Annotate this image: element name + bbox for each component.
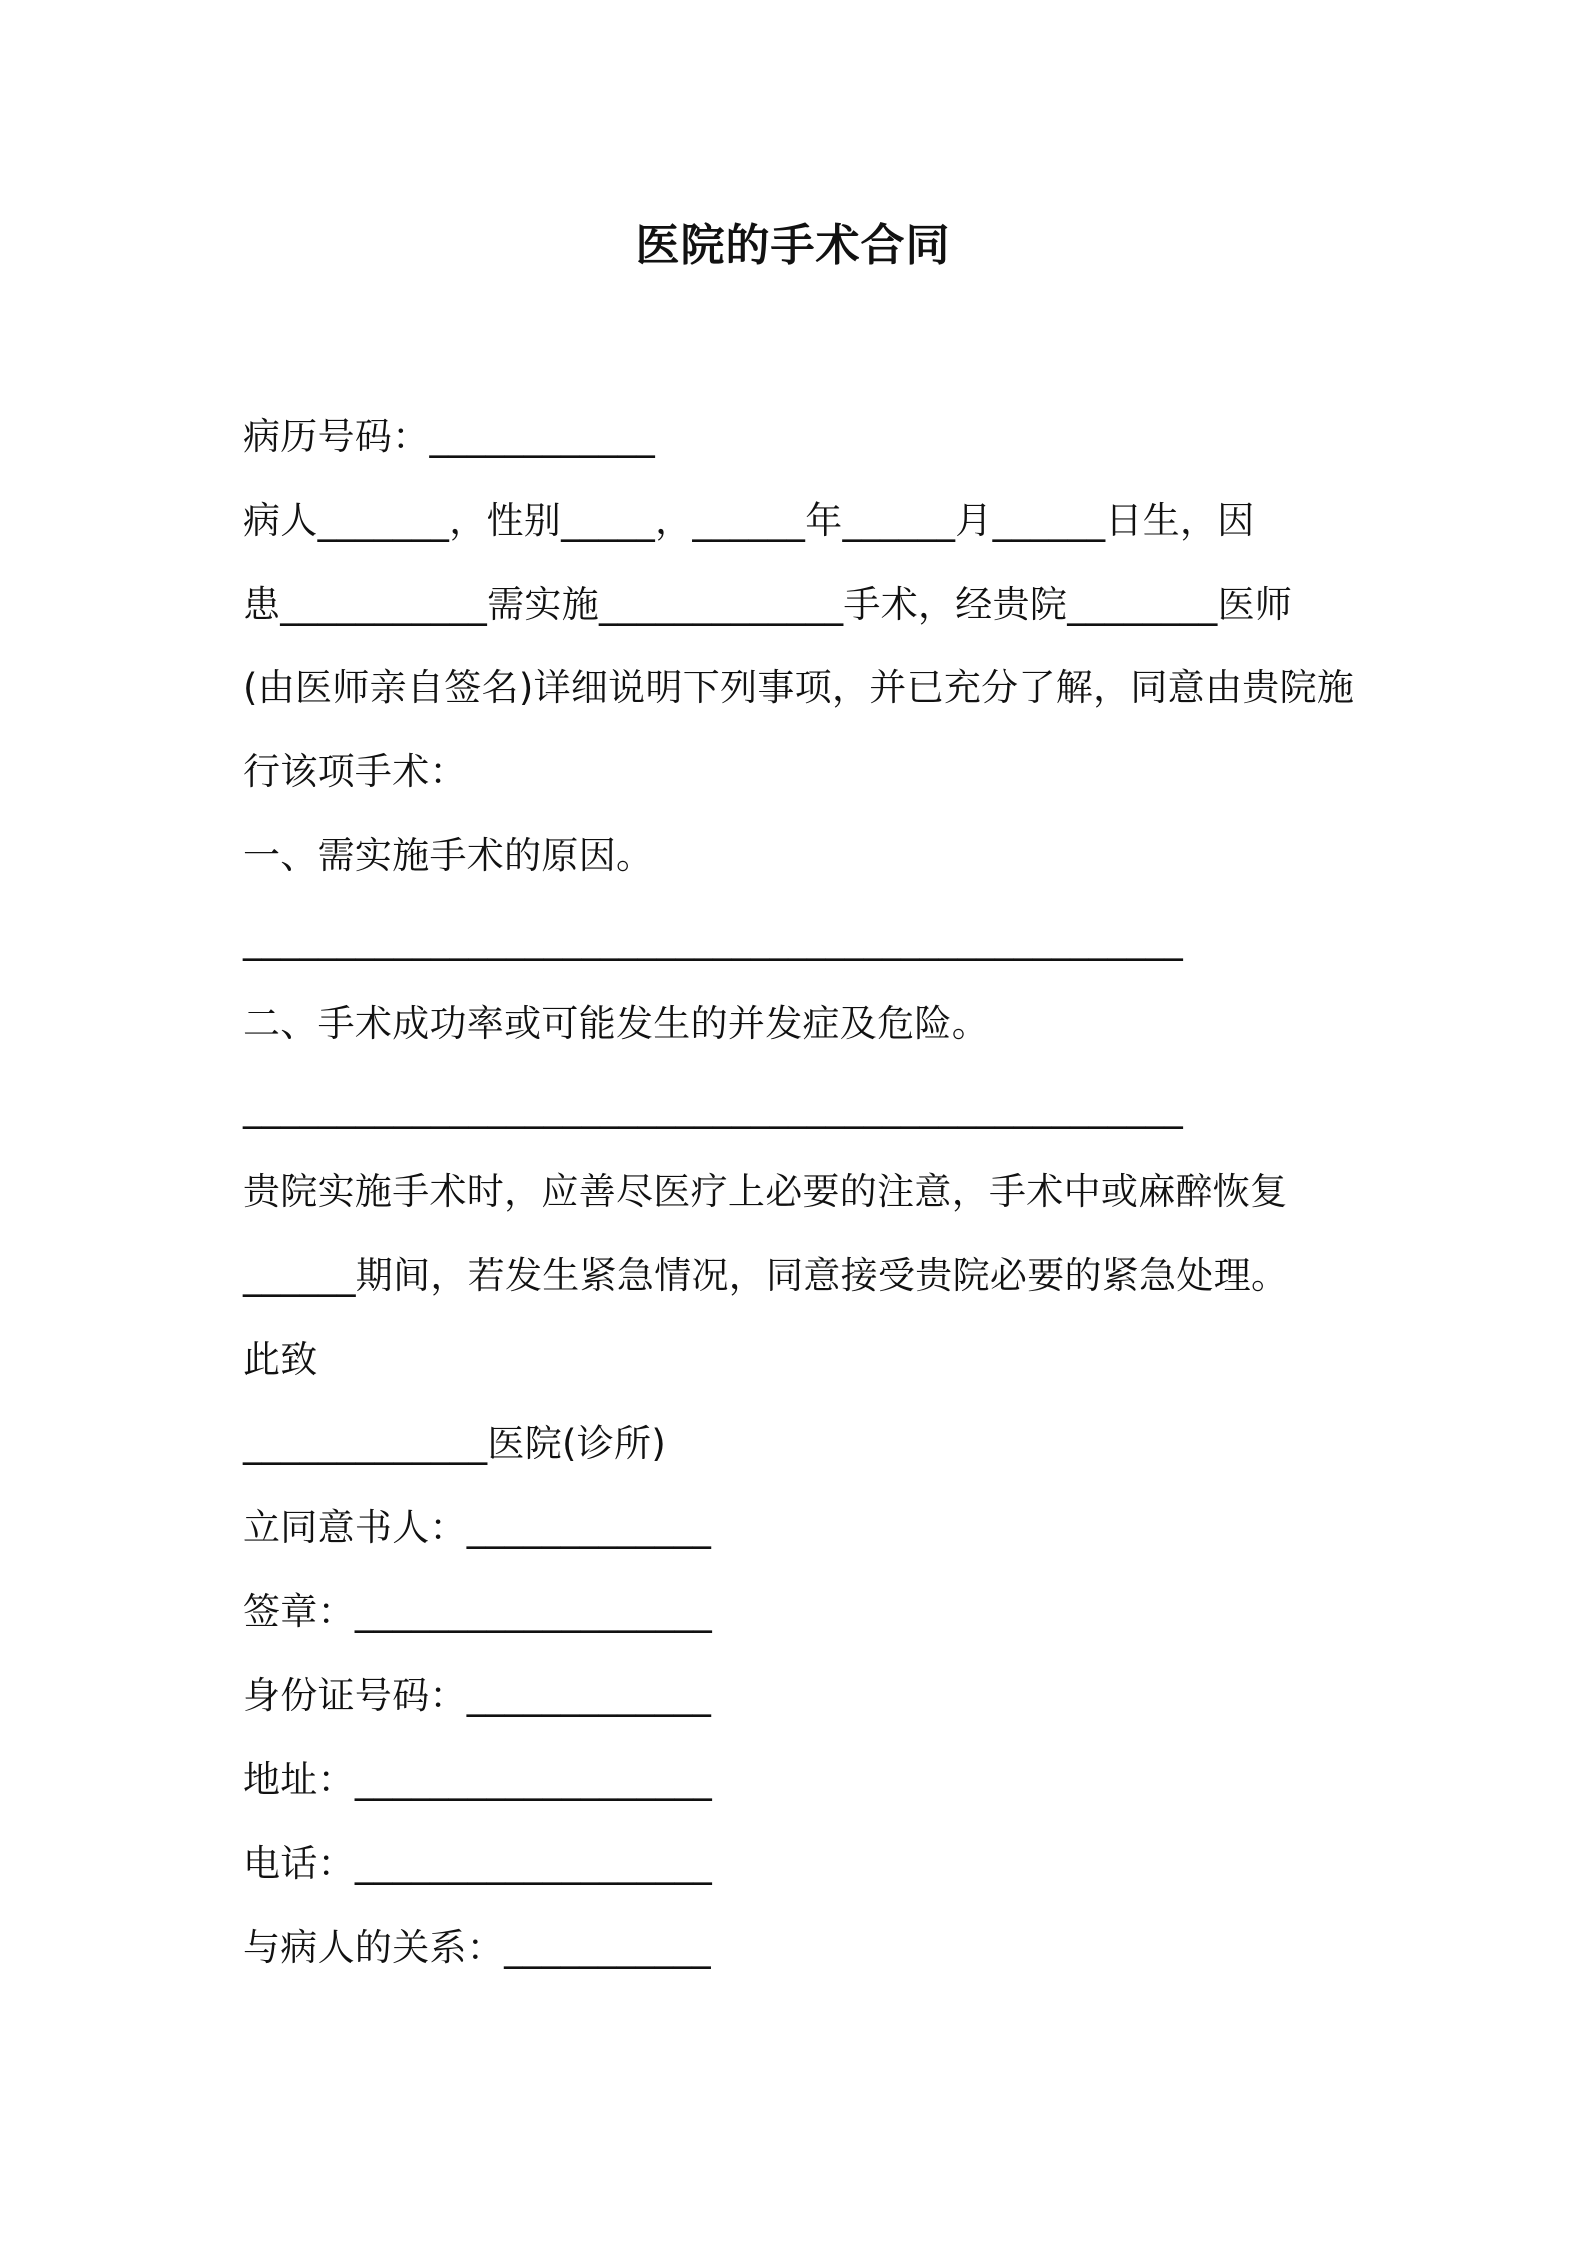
id-number-line: 身份证号码：_____________ — [243, 1674, 712, 1717]
consent-statement-line: (由医师亲自签名)详细说明下列事项，并已充分了解，同意由贵院施 — [243, 666, 1355, 709]
phone-line: 电话：___________________ — [243, 1842, 713, 1885]
emergency-clause-end-line: ______期间，若发生紧急情况，同意接受贵院必要的紧急处理。 — [243, 1254, 1289, 1297]
section-one-heading: 一、需实施手术的原因。 — [243, 834, 654, 877]
document-title: 医院的手术合同 — [635, 220, 951, 271]
consenter-line: 立同意书人：_____________ — [243, 1506, 712, 1549]
relationship-line: 与病人的关系：___________ — [243, 1926, 711, 1969]
medical-record-number-line: 病历号码：____________ — [243, 415, 656, 458]
diagnosis-surgery-line: 患___________需实施_____________手术，经贵院________医师 — [243, 583, 1293, 626]
signature-line: 签章：___________________ — [243, 1590, 713, 1633]
hospital-name-line: _____________医院(诊所) — [243, 1422, 667, 1465]
salutation-line: 此致 — [243, 1338, 318, 1381]
patient-info-line: 病人_______，性别_____，______年______月______日生，因 — [243, 499, 1255, 542]
section-one-blank: __________________________________________________ — [243, 918, 1183, 961]
emergency-clause-line: 贵院实施手术时，应善尽医疗上必要的注意，手术中或麻醉恢复 — [243, 1170, 1288, 1213]
consent-statement-end-line: 行该项手术： — [243, 750, 467, 793]
section-two-blank: __________________________________________________ — [243, 1086, 1183, 1129]
address-line: 地址：___________________ — [243, 1758, 713, 1801]
section-two-heading: 二、手术成功率或可能发生的并发症及危险。 — [243, 1002, 989, 1045]
